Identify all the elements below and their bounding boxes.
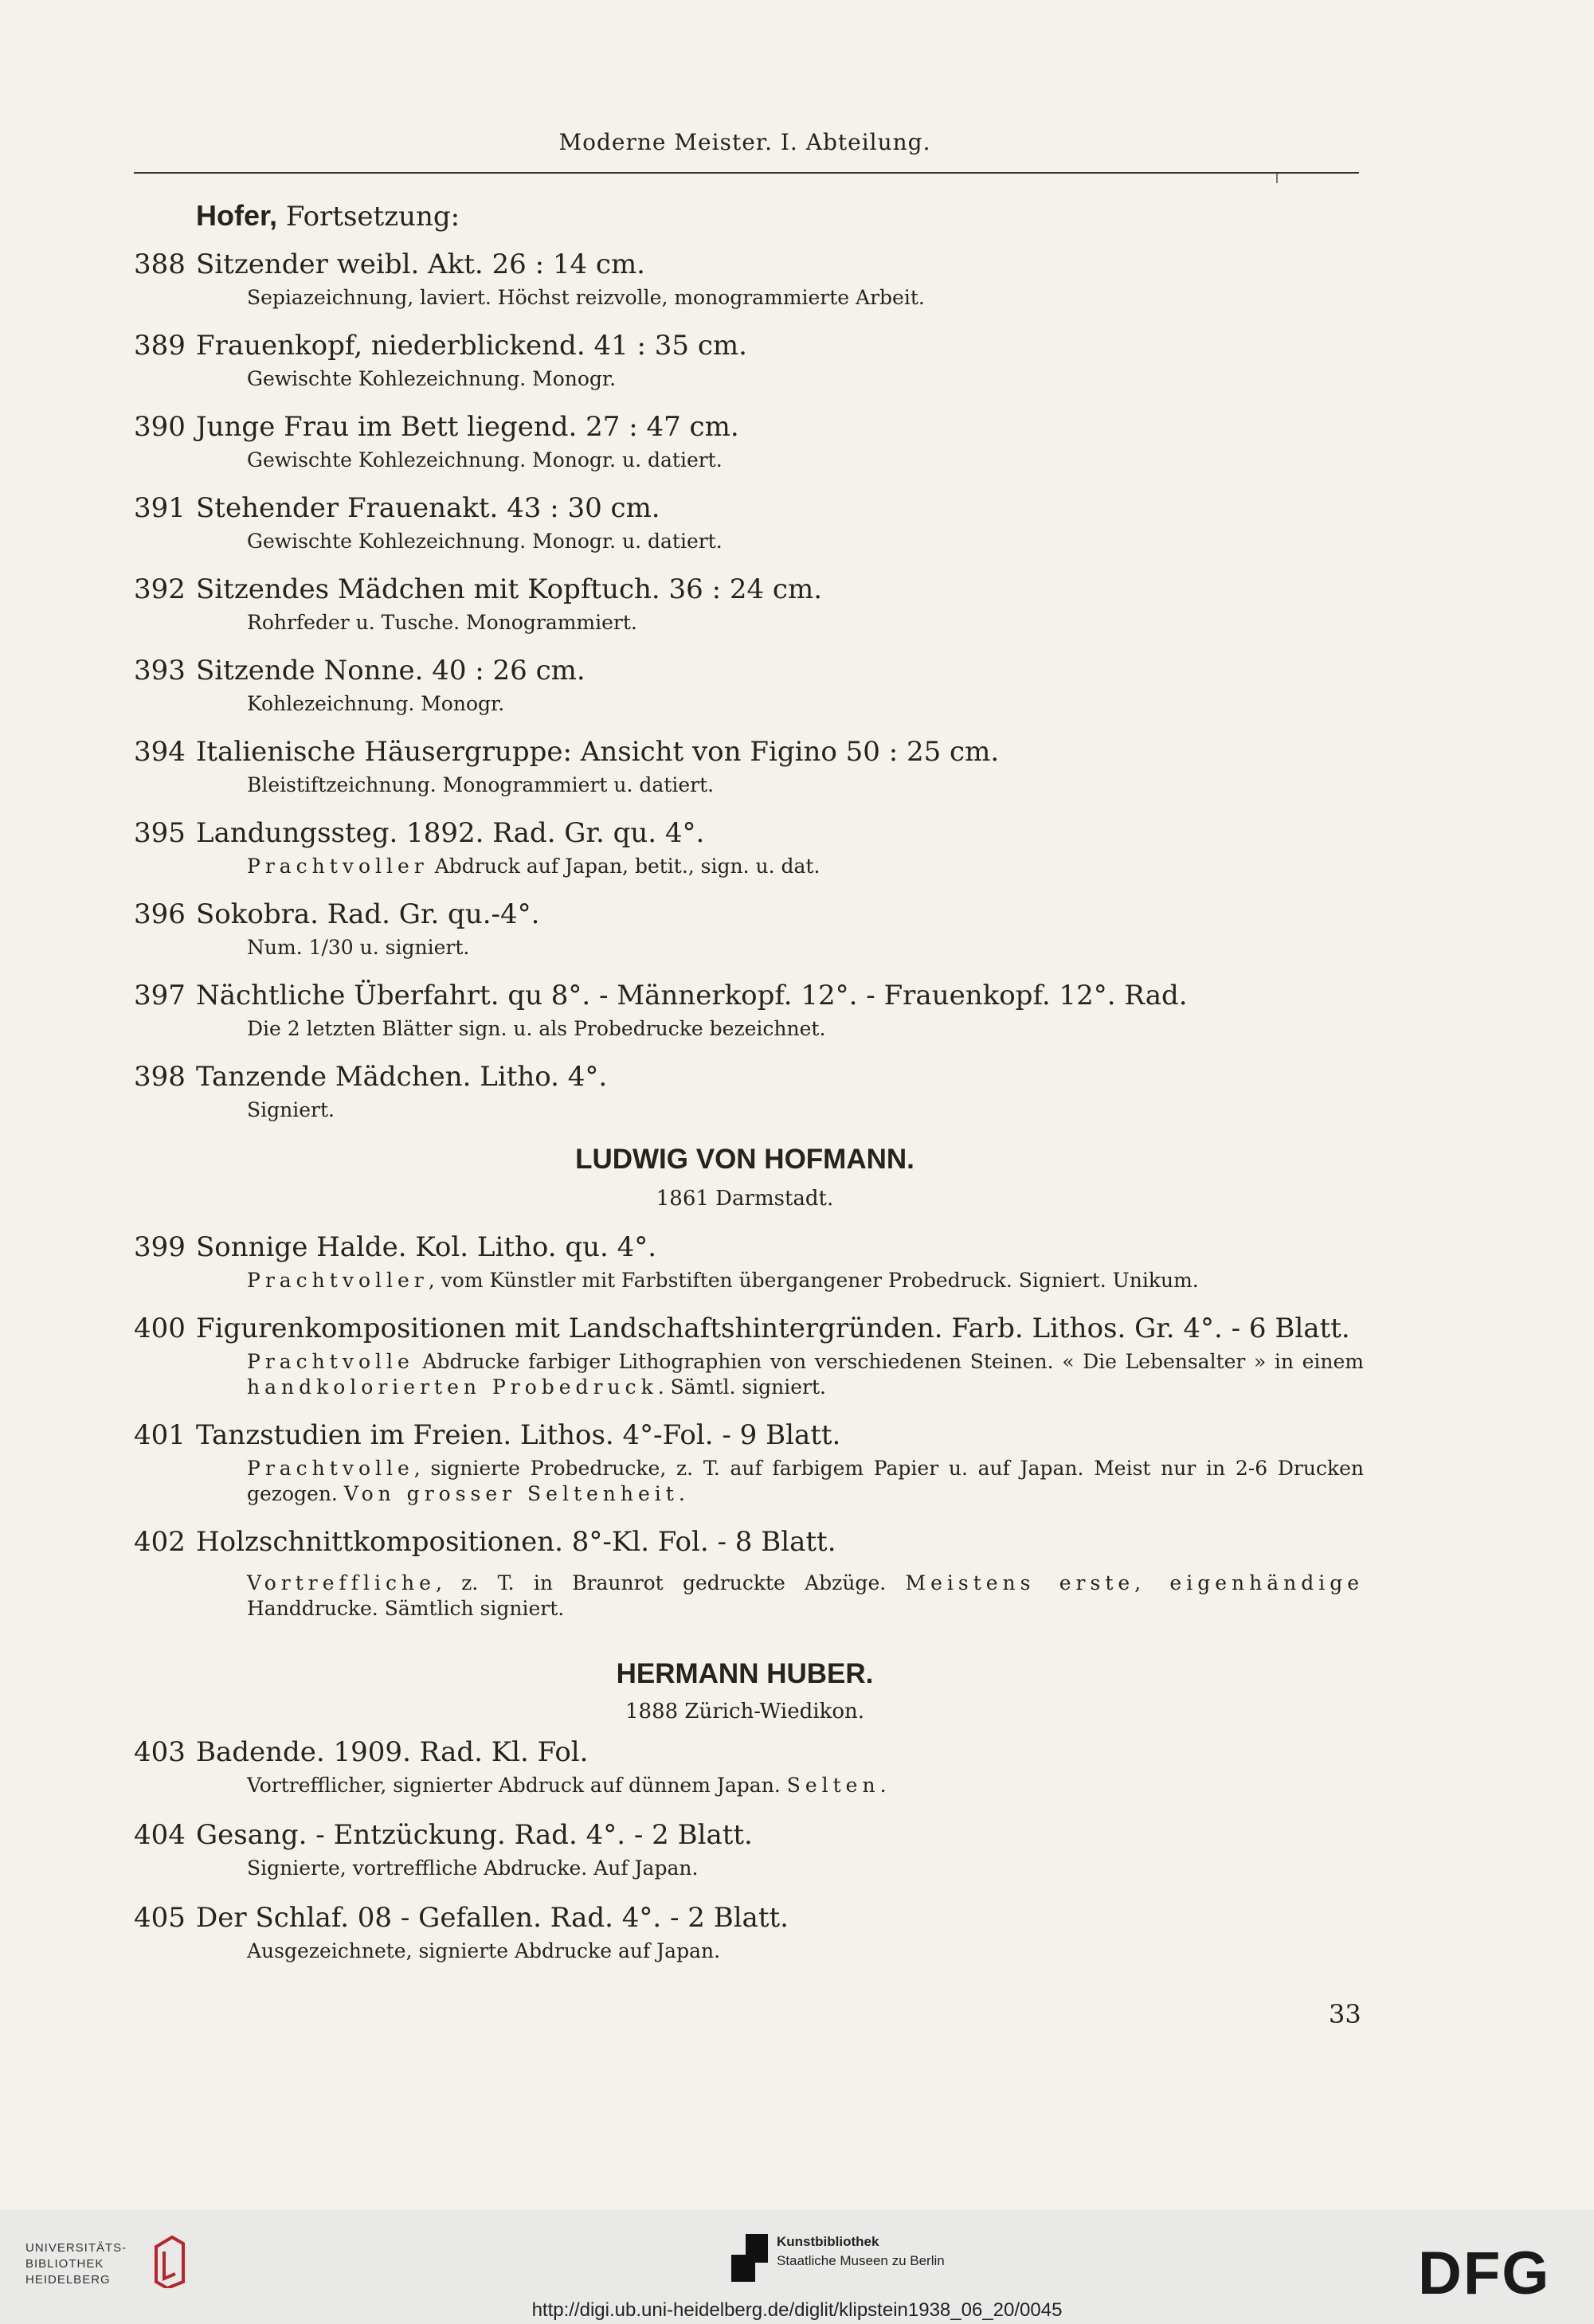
lot-note: Ausgezeichnete, signierte Abdrucke auf Japan. (247, 1939, 721, 1962)
lot-note: Bleistiftzeichnung. Monogrammiert u. datiert. (247, 773, 715, 796)
lot-note (247, 1571, 1364, 1622)
logo-line: UNIVERSITÄTS- (25, 2241, 127, 2255)
spaced-emphasis: Meistens erste, eigenhändige (905, 1571, 1365, 1594)
spaced-emphasis: Prachtvoller (247, 855, 429, 878)
lot-note-text: Abdrucke farbiger Lithographien von verschiedenen Steinen. « Die Lebensalter » in einem (413, 1350, 1364, 1373)
lot-number: 398 (134, 1061, 186, 1093)
lot-number: 390 (134, 411, 186, 443)
lot-note-text: . (879, 1774, 887, 1797)
continuation-label: Fortsetzung: (277, 201, 460, 233)
spaced-emphasis: Selten (786, 1774, 880, 1797)
spaced-emphasis: Von grosser Seltenheit (343, 1482, 679, 1505)
spaced-emphasis: Prachtvolle (247, 1350, 414, 1373)
lot-title: Badende. 1909. Rad. Kl. Fol. (196, 1736, 589, 1768)
lot-number: 399 (134, 1231, 186, 1263)
lot-number: 396 (134, 898, 186, 930)
lot-note: Gewischte Kohlezeichnung. Monogr. (247, 367, 617, 390)
page-number: 33 (1329, 1999, 1361, 2029)
lot-title: Gesang. - Entzückung. Rad. 4°. - 2 Blatt. (196, 1819, 753, 1851)
kunstbibliothek-logo-icon (731, 2234, 768, 2282)
logo-line: BIBLIOTHEK (25, 2257, 104, 2271)
lot-note (247, 854, 1364, 879)
lot-note (247, 1349, 1364, 1400)
lot-note-text: . Sämtl. signiert. (657, 1375, 826, 1399)
lot-number: 402 (134, 1526, 186, 1558)
lot-title: Sitzendes Mädchen mit Kopftuch. 36 : 24 cm. (196, 573, 823, 605)
lot-number: 388 (134, 248, 186, 280)
lot-title: Holzschnittkompositionen. 8°-Kl. Fol. - 8 Blatt. (196, 1526, 836, 1558)
lot-note (247, 1456, 1364, 1507)
spaced-emphasis: handkolorierten Probedruck (247, 1375, 658, 1399)
lot-note (247, 1268, 1364, 1293)
lot-note: Die 2 letzten Blätter sign. u. als Probedrucke bezeichnet. (247, 1017, 826, 1040)
lot-note: Signierte, vortreffliche Abdrucke. Auf Japan. (247, 1856, 699, 1880)
lot-number: 393 (134, 655, 186, 687)
spaced-emphasis: Prachtvoller (247, 1269, 429, 1292)
lot-note-text: . (678, 1482, 685, 1505)
university-library-mark-icon (151, 2232, 190, 2288)
lot-title: Sitzende Nonne. 40 : 26 cm. (196, 655, 586, 687)
lot-title: Tanzstudien im Freien. Lithos. 4°-Fol. - 9 Blatt. (196, 1419, 841, 1451)
lot-number: 397 (134, 980, 186, 1011)
digitization-footer (0, 2210, 1594, 2324)
artist-dates-huber: 1888 Zürich-Wiedikon. (625, 1700, 864, 1723)
lot-note-text: , vom Künstler mit Farbstiften übergangener Probedruck. Signiert. Unikum. (428, 1269, 1199, 1292)
logo-line: HEIDELBERG (25, 2273, 111, 2287)
lot-title: Sitzender weibl. Akt. 26 : 14 cm. (196, 248, 645, 280)
lot-note: Kohlezeichnung. Monogr. (247, 692, 505, 715)
lot-note-text: Abdruck auf Japan, betit., sign. u. dat. (428, 855, 820, 878)
header-rule (134, 172, 1359, 174)
lot-title: Nächtliche Überfahrt. qu 8°. - Männerkopf. 12°. - Frauenkopf. 12°. Rad. (196, 980, 1188, 1011)
lot-title: Der Schlaf. 08 - Gefallen. Rad. 4°. - 2 Blatt. (196, 1902, 789, 1934)
university-library-logo[interactable] (25, 2240, 127, 2288)
lot-number: 392 (134, 573, 186, 605)
lot-title: Landungssteg. 1892. Rad. Gr. qu. 4°. (196, 817, 705, 849)
artist-heading-hofmann: LUDWIG VON HOFMANN. (575, 1144, 914, 1175)
lot-title: Italienische Häusergruppe: Ansicht von Figino 50 : 25 cm. (196, 736, 1000, 768)
lot-number: 403 (134, 1736, 186, 1768)
lot-note: Gewischte Kohlezeichnung. Monogr. u. datiert. (247, 448, 723, 471)
dfg-logo[interactable]: DFG (1418, 2240, 1551, 2307)
lot-title: Sonnige Halde. Kol. Litho. qu. 4°. (196, 1231, 657, 1263)
lot-number: 389 (134, 330, 186, 362)
lot-number: 405 (134, 1902, 186, 1934)
lot-note-text: Vortrefflicher, signierter Abdruck auf dünnem Japan. (247, 1774, 787, 1797)
continuation-heading (196, 199, 460, 233)
kunstbibliothek-subtitle: Staatliche Museen zu Berlin (777, 2253, 945, 2268)
lot-number: 395 (134, 817, 186, 849)
running-head: Moderne Meister. I. Abteilung. (558, 129, 931, 155)
lot-note (247, 1773, 1364, 1798)
lot-number: 401 (134, 1419, 186, 1451)
lot-number: 391 (134, 492, 186, 524)
artist-heading-huber: HERMANN HUBER. (616, 1658, 874, 1689)
spaced-emphasis: Vortreffliche (247, 1571, 436, 1594)
lot-note: Signiert. (247, 1098, 335, 1121)
spaced-emphasis: Prachtvolle (247, 1457, 414, 1480)
lot-note-text: Handdrucke. Sämtlich signiert. (247, 1597, 565, 1620)
lot-title: Tanzende Mädchen. Litho. 4°. (196, 1061, 608, 1093)
lot-note: Num. 1/30 u. signiert. (247, 936, 470, 959)
lot-title: Figurenkompositionen mit Landschaftshintergründen. Farb. Lithos. Gr. 4°. - 6 Blatt. (196, 1313, 1350, 1344)
lot-number: 404 (134, 1819, 186, 1851)
lot-number: 400 (134, 1313, 186, 1344)
artist-name-hofer: Hofer, (196, 199, 278, 232)
lot-title: Junge Frau im Bett liegend. 27 : 47 cm. (196, 411, 739, 443)
kunstbibliothek-title: Kunstbibliothek (777, 2234, 879, 2249)
artist-dates-hofmann: 1861 Darmstadt. (656, 1187, 834, 1211)
permalink-url[interactable]: http://digi.ub.uni-heidelberg.de/diglit/klipstein1938_06_20/0045 (531, 2299, 1063, 2321)
lot-title: Sokobra. Rad. Gr. qu.-4°. (196, 898, 540, 930)
lot-note-text: , z. T. in Braunrot gedruckte Abzüge. (435, 1571, 906, 1594)
kunstbibliothek-label[interactable] (777, 2232, 945, 2271)
lot-title: Frauenkopf, niederblickend. 41 : 35 cm. (196, 330, 747, 362)
lot-note: Gewischte Kohlezeichnung. Monogr. u. datiert. (247, 530, 723, 553)
lot-note: Rohrfeder u. Tusche. Monogrammiert. (247, 611, 637, 634)
lot-title: Stehender Frauenakt. 43 : 30 cm. (196, 492, 660, 524)
lot-note-text: , signierte Probedrucke, z. T. auf farbigem Papier u. auf Japan. Meist nur in 2-6 Drucken gezogen. (247, 1457, 1364, 1505)
header-rule-tick (1276, 174, 1278, 183)
lot-note: Sepiazeichnung, laviert. Höchst reizvolle, monogrammierte Arbeit. (247, 286, 925, 309)
lot-number: 394 (134, 736, 186, 768)
